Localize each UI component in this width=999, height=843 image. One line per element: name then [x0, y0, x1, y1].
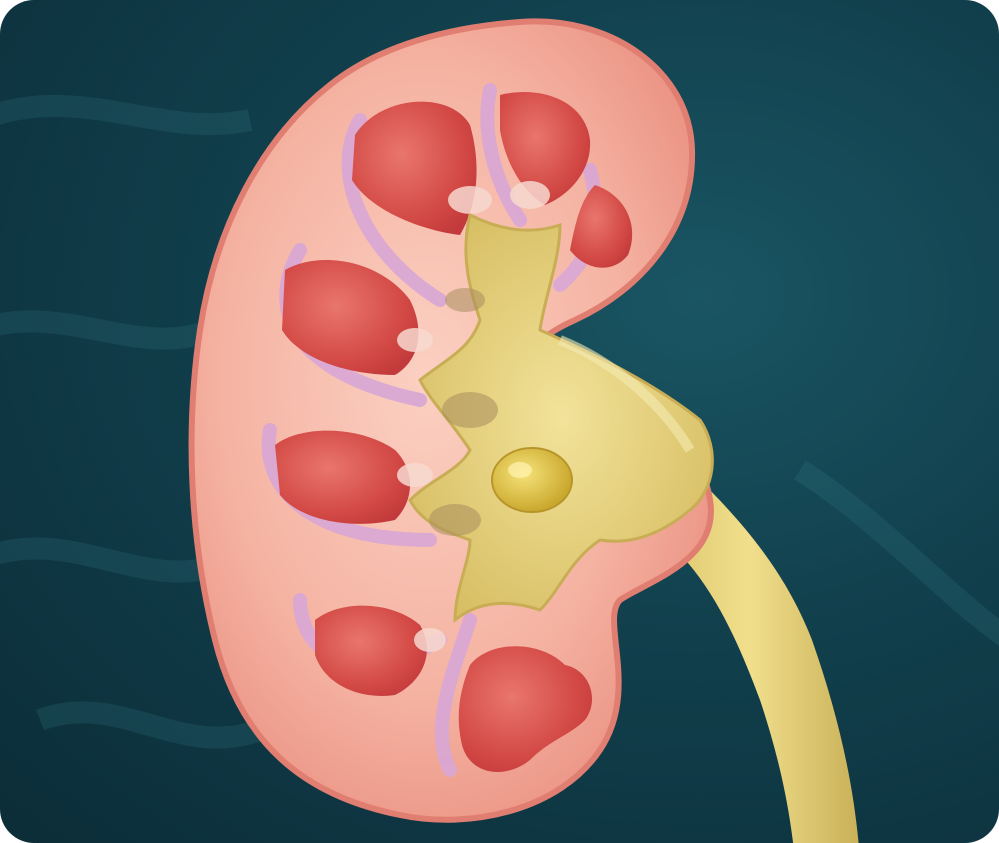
stone-highlight: [508, 462, 532, 478]
kidney-stone: [492, 448, 572, 512]
